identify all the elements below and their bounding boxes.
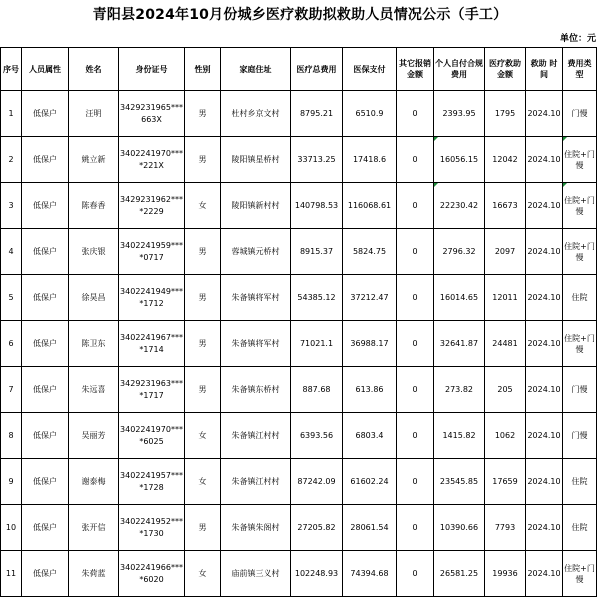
cell-self-paid: 16056.15 — [434, 137, 485, 183]
cell-id-number: 3402241970****6025 — [119, 413, 185, 459]
cell-relief-time: 2024.10 — [526, 229, 563, 275]
table-row — [1, 505, 597, 551]
cell-relief-time: 2024.10 — [526, 137, 563, 183]
cell-name: 姚立新 — [69, 137, 119, 183]
cell-insurance-paid: 116068.61 — [343, 183, 397, 229]
table-row — [1, 459, 597, 505]
cell-relief-time: 2024.10 — [526, 551, 563, 597]
cell-gender: 男 — [185, 91, 221, 137]
cell-person-type: 低保户 — [22, 91, 69, 137]
cell-id-number: 3429231965***663X — [119, 91, 185, 137]
table-header-row — [1, 48, 597, 91]
cell-cost-type: 住院 — [563, 505, 597, 551]
cell-insurance-paid: 17418.6 — [343, 137, 397, 183]
cell-other-reimbursement: 0 — [397, 321, 434, 367]
cell-insurance-paid: 74394.68 — [343, 551, 397, 597]
cell-id-number: 3402241970****221X — [119, 137, 185, 183]
cell-relief-time: 2024.10 — [526, 367, 563, 413]
cell-self-paid: 10390.66 — [434, 505, 485, 551]
cell-relief-time: 2024.10 — [526, 505, 563, 551]
cell-index: 6 — [1, 321, 22, 367]
cell-total-cost: 27205.82 — [291, 505, 343, 551]
header-other-reimbursement: 其它报销金额 — [397, 48, 434, 91]
cell-relief-amount: 17659 — [485, 459, 526, 505]
cell-index: 1 — [1, 91, 22, 137]
header-index: 序号 — [1, 48, 22, 91]
cell-total-cost: 8795.21 — [291, 91, 343, 137]
table-row — [1, 413, 597, 459]
cell-relief-amount: 1795 — [485, 91, 526, 137]
cell-address: 蓉城镇元桥村 — [221, 229, 291, 275]
cell-total-cost: 71021.1 — [291, 321, 343, 367]
cell-other-reimbursement: 0 — [397, 459, 434, 505]
cell-gender: 男 — [185, 137, 221, 183]
cell-address: 朱备镇江村村 — [221, 413, 291, 459]
cell-insurance-paid: 36988.17 — [343, 321, 397, 367]
cell-other-reimbursement: 0 — [397, 91, 434, 137]
cell-address: 杜村乡京文村 — [221, 91, 291, 137]
header-address: 家庭住址 — [221, 48, 291, 91]
cell-relief-time: 2024.10 — [526, 321, 563, 367]
table-row — [1, 275, 597, 321]
cell-id-number: 3429231962****2229 — [119, 183, 185, 229]
cell-address: 朱备镇将军村 — [221, 321, 291, 367]
cell-relief-time: 2024.10 — [526, 413, 563, 459]
cell-total-cost: 102248.93 — [291, 551, 343, 597]
cell-cost-type: 住院+门慢 — [563, 183, 597, 229]
cell-name: 陈春香 — [69, 183, 119, 229]
cell-index: 2 — [1, 137, 22, 183]
cell-id-number: 3402241959****0717 — [119, 229, 185, 275]
table-row — [1, 229, 597, 275]
cell-other-reimbursement: 0 — [397, 367, 434, 413]
cell-total-cost: 8915.37 — [291, 229, 343, 275]
cell-relief-amount: 205 — [485, 367, 526, 413]
cell-person-type: 低保户 — [22, 183, 69, 229]
cell-person-type: 低保户 — [22, 229, 69, 275]
cell-total-cost: 33713.25 — [291, 137, 343, 183]
cell-self-paid: 1415.82 — [434, 413, 485, 459]
cell-address: 朱备镇江村村 — [221, 459, 291, 505]
cell-cost-type: 住院 — [563, 275, 597, 321]
cell-cost-type: 住院+门慢 — [563, 137, 597, 183]
cell-index: 11 — [1, 551, 22, 597]
cell-self-paid: 16014.65 — [434, 275, 485, 321]
table-row — [1, 321, 597, 367]
cell-person-type: 低保户 — [22, 413, 69, 459]
cell-gender: 女 — [185, 183, 221, 229]
cell-id-number: 3429231963****1717 — [119, 367, 185, 413]
cell-relief-amount: 19936 — [485, 551, 526, 597]
cell-cost-type: 门慢 — [563, 91, 597, 137]
cell-address: 陵阳镇新村村 — [221, 183, 291, 229]
cell-id-number: 3402241957****1728 — [119, 459, 185, 505]
cell-person-type: 低保户 — [22, 367, 69, 413]
cell-name: 朱远喜 — [69, 367, 119, 413]
cell-index: 3 — [1, 183, 22, 229]
cell-name: 汪明 — [69, 91, 119, 137]
cell-other-reimbursement: 0 — [397, 275, 434, 321]
cell-name: 吴丽芳 — [69, 413, 119, 459]
cell-gender: 男 — [185, 321, 221, 367]
cell-total-cost: 54385.12 — [291, 275, 343, 321]
header-relief-amount: 医疗救助金额 — [485, 48, 526, 91]
header-name: 姓名 — [69, 48, 119, 91]
cell-id-number: 3402241966****6020 — [119, 551, 185, 597]
cell-self-paid: 23545.85 — [434, 459, 485, 505]
cell-total-cost: 140798.53 — [291, 183, 343, 229]
cell-insurance-paid: 6803.4 — [343, 413, 397, 459]
cell-other-reimbursement: 0 — [397, 413, 434, 459]
table-row — [1, 183, 597, 229]
cell-name: 张开信 — [69, 505, 119, 551]
cell-address: 朱备镇朱阁村 — [221, 505, 291, 551]
cell-gender: 男 — [185, 367, 221, 413]
cell-relief-amount: 7793 — [485, 505, 526, 551]
page-title: 青阳县2024年10月份城乡医疗救助拟救助人员情况公示（手工） — [92, 7, 508, 23]
header-relief-time: 救助 时间 — [526, 48, 563, 91]
cell-other-reimbursement: 0 — [397, 137, 434, 183]
cell-gender: 男 — [185, 505, 221, 551]
table-row — [1, 137, 597, 183]
header-total-cost: 医疗总费用 — [291, 48, 343, 91]
cell-name: 张庆银 — [69, 229, 119, 275]
cell-index: 7 — [1, 367, 22, 413]
cell-gender: 女 — [185, 413, 221, 459]
cell-other-reimbursement: 0 — [397, 551, 434, 597]
cell-self-paid: 273.82 — [434, 367, 485, 413]
cell-index: 9 — [1, 459, 22, 505]
cell-relief-time: 2024.10 — [526, 275, 563, 321]
cell-relief-time: 2024.10 — [526, 459, 563, 505]
cell-self-paid: 2393.95 — [434, 91, 485, 137]
cell-index: 5 — [1, 275, 22, 321]
cell-address: 朱备镇将军村 — [221, 275, 291, 321]
cell-insurance-paid: 28061.54 — [343, 505, 397, 551]
cell-name: 谢泰梅 — [69, 459, 119, 505]
cell-gender: 女 — [185, 459, 221, 505]
cell-id-number: 3402241949****1712 — [119, 275, 185, 321]
cell-insurance-paid: 5824.75 — [343, 229, 397, 275]
header-insurance-paid: 医保支付 — [343, 48, 397, 91]
header-self-paid: 个人自付合规费用 — [434, 48, 485, 91]
cell-self-paid: 2796.32 — [434, 229, 485, 275]
cell-insurance-paid: 613.86 — [343, 367, 397, 413]
cell-address: 陵阳镇星桥村 — [221, 137, 291, 183]
table-row — [1, 551, 597, 597]
cell-person-type: 低保户 — [22, 137, 69, 183]
cell-cost-type: 住院+门慢 — [563, 321, 597, 367]
header-id-number: 身份证号 — [119, 48, 185, 91]
cell-index: 8 — [1, 413, 22, 459]
cell-address: 朱备镇东桥村 — [221, 367, 291, 413]
cell-cost-type: 门慢 — [563, 413, 597, 459]
cell-name: 徐昊昌 — [69, 275, 119, 321]
cell-name: 陈卫东 — [69, 321, 119, 367]
cell-person-type: 低保户 — [22, 275, 69, 321]
cell-cost-type: 住院+门慢 — [563, 551, 597, 597]
cell-person-type: 低保户 — [22, 505, 69, 551]
cell-other-reimbursement: 0 — [397, 505, 434, 551]
unit-label: 单位：元 — [559, 34, 596, 44]
cell-gender: 女 — [185, 551, 221, 597]
cell-gender: 男 — [185, 275, 221, 321]
table-row — [1, 91, 597, 137]
cell-id-number: 3402241967****1714 — [119, 321, 185, 367]
cell-cost-type: 门慢 — [563, 367, 597, 413]
cell-self-paid: 26581.25 — [434, 551, 485, 597]
cell-total-cost: 87242.09 — [291, 459, 343, 505]
cell-cost-type: 住院+门慢 — [563, 229, 597, 275]
cell-self-paid: 22230.42 — [434, 183, 485, 229]
cell-insurance-paid: 61602.24 — [343, 459, 397, 505]
cell-total-cost: 6393.56 — [291, 413, 343, 459]
cell-other-reimbursement: 0 — [397, 229, 434, 275]
cell-person-type: 低保户 — [22, 551, 69, 597]
cell-id-number: 3402241952****1730 — [119, 505, 185, 551]
table-row — [1, 367, 597, 413]
header-gender: 性别 — [185, 48, 221, 91]
cell-relief-amount: 12042 — [485, 137, 526, 183]
cell-gender: 男 — [185, 229, 221, 275]
relief-table — [0, 47, 597, 597]
header-person-type: 人员属性 — [22, 48, 69, 91]
cell-relief-amount: 24481 — [485, 321, 526, 367]
cell-name: 朱荷蓝 — [69, 551, 119, 597]
cell-index: 4 — [1, 229, 22, 275]
cell-relief-amount: 12011 — [485, 275, 526, 321]
cell-relief-amount: 2097 — [485, 229, 526, 275]
cell-index: 10 — [1, 505, 22, 551]
cell-person-type: 低保户 — [22, 321, 69, 367]
cell-other-reimbursement: 0 — [397, 183, 434, 229]
cell-insurance-paid: 6510.9 — [343, 91, 397, 137]
cell-self-paid: 32641.87 — [434, 321, 485, 367]
cell-relief-time: 2024.10 — [526, 91, 563, 137]
cell-relief-amount: 16673 — [485, 183, 526, 229]
cell-person-type: 低保户 — [22, 459, 69, 505]
cell-relief-time: 2024.10 — [526, 183, 563, 229]
cell-address: 庙前镇三义村 — [221, 551, 291, 597]
cell-insurance-paid: 37212.47 — [343, 275, 397, 321]
cell-relief-amount: 1062 — [485, 413, 526, 459]
cell-cost-type: 住院 — [563, 459, 597, 505]
cell-total-cost: 887.68 — [291, 367, 343, 413]
header-cost-type: 费用类型 — [563, 48, 597, 91]
